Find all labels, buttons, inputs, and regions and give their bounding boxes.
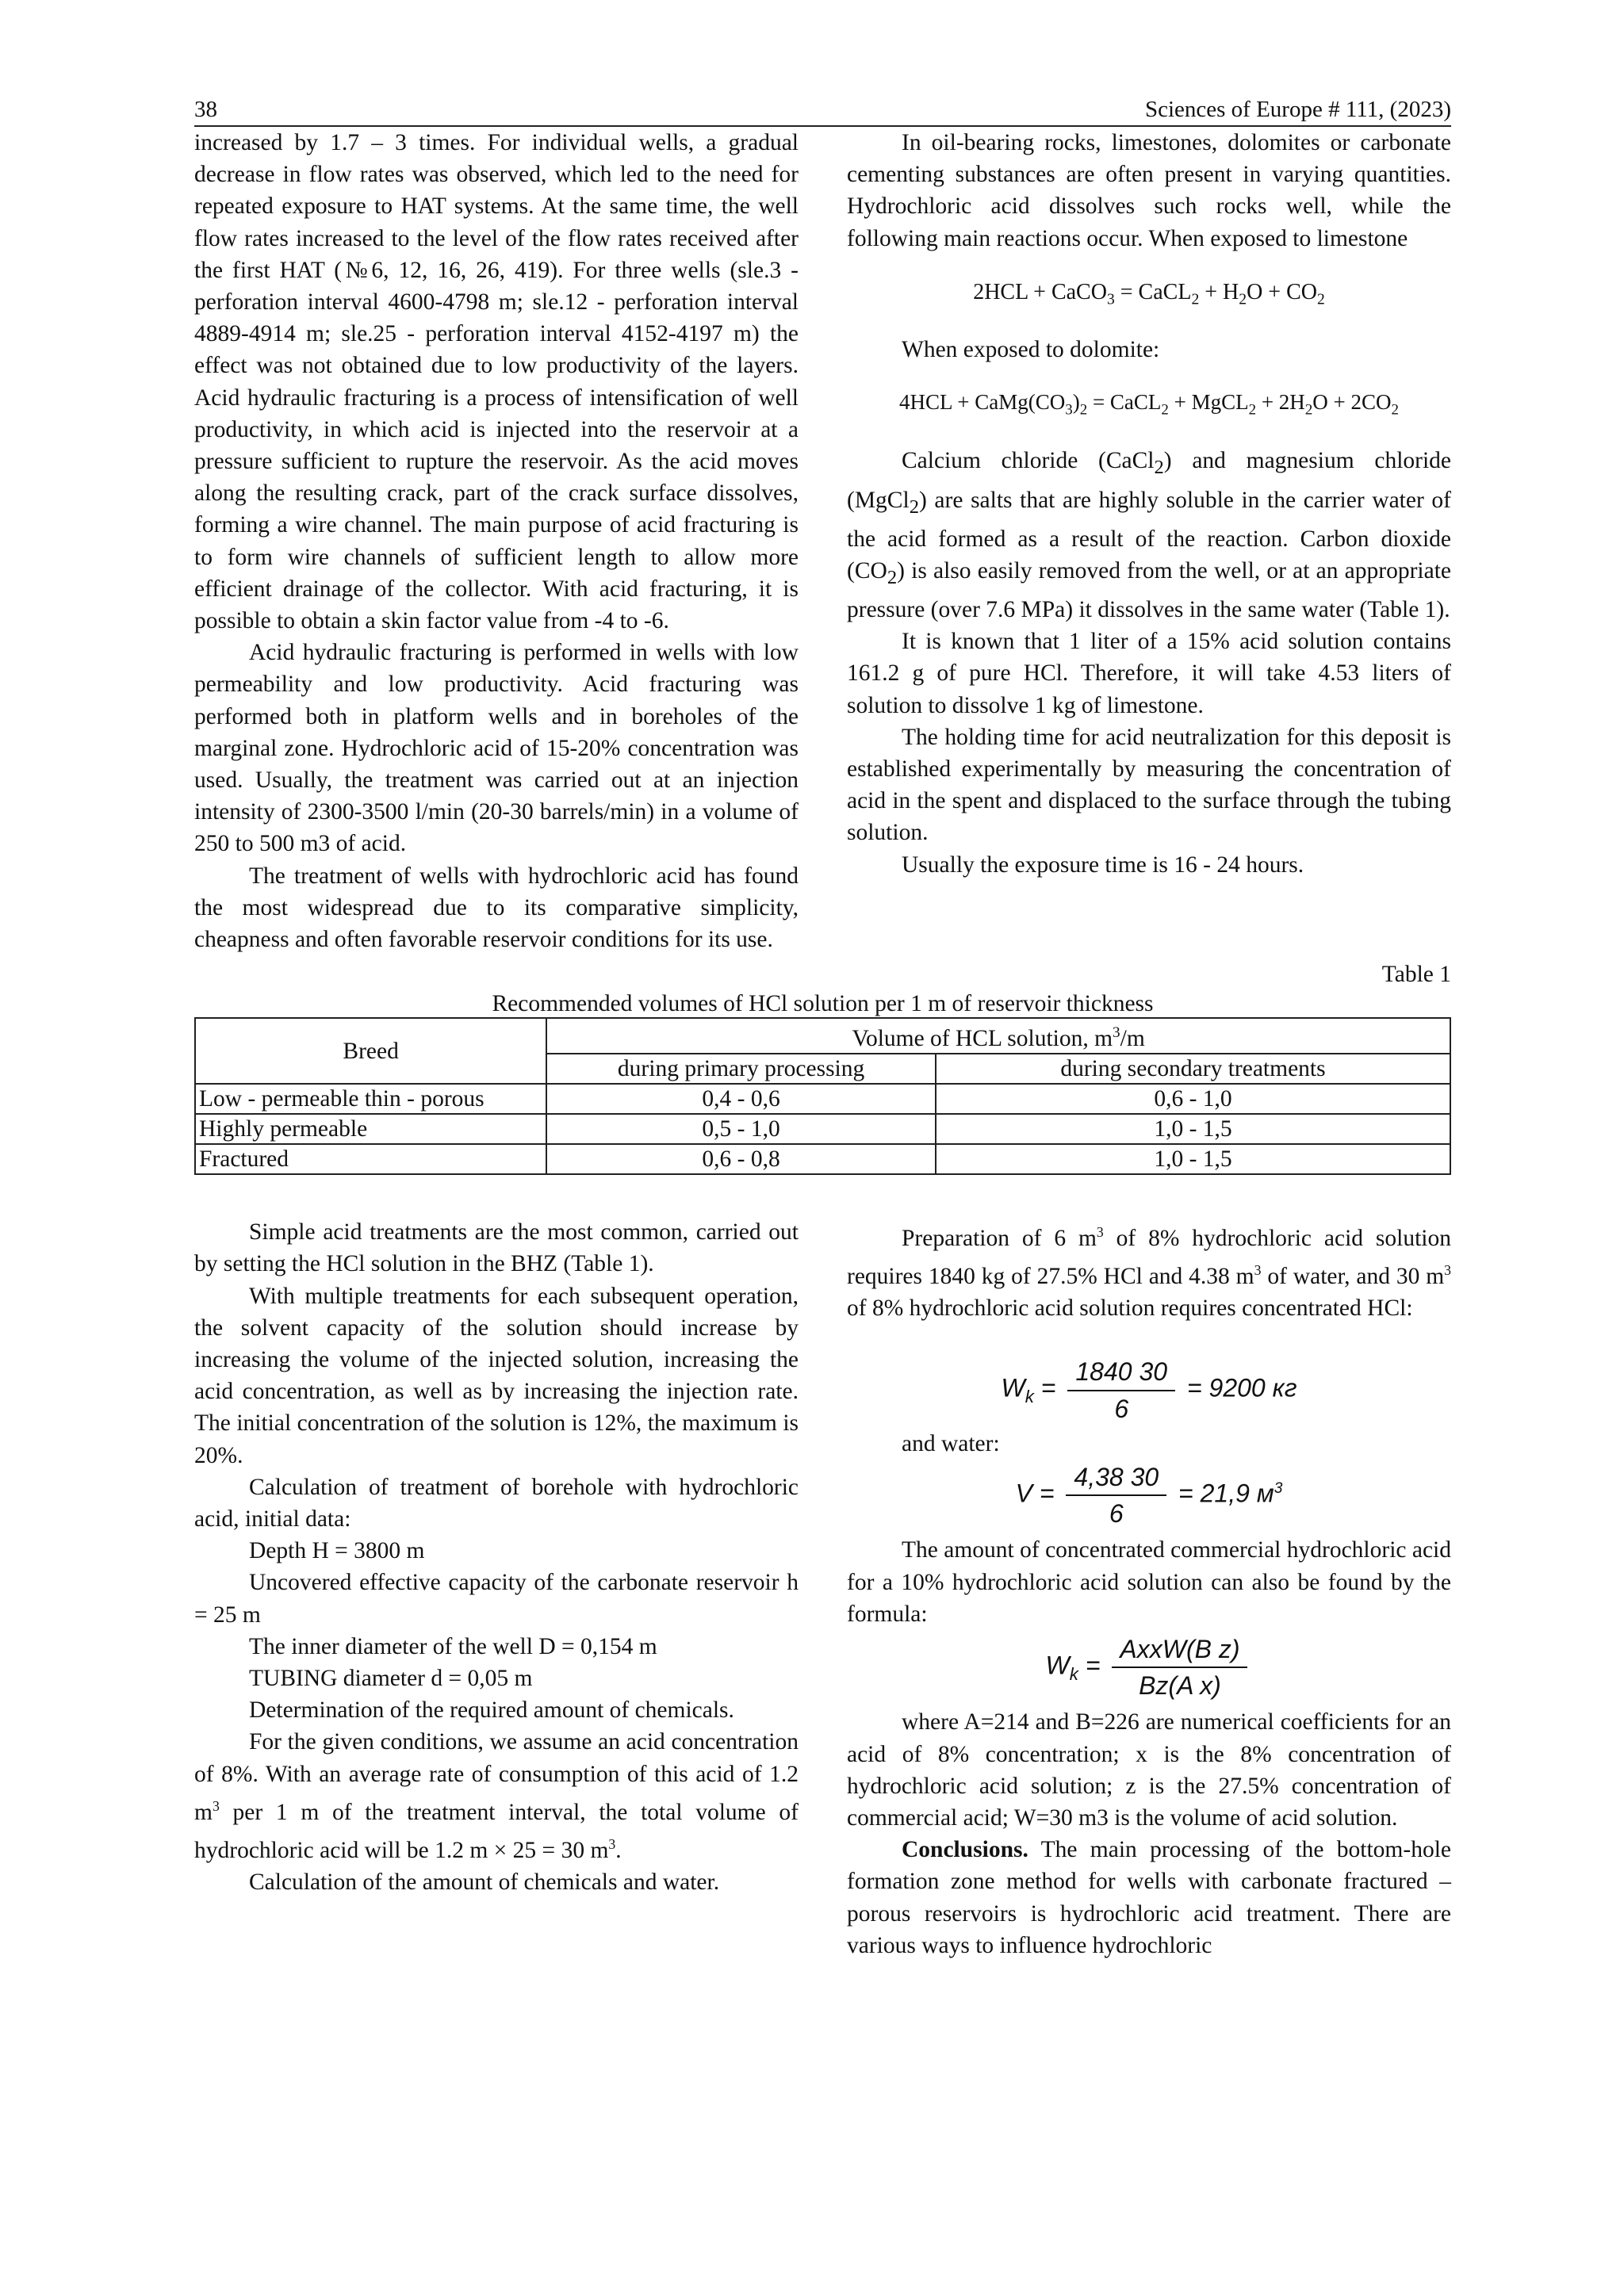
paragraph: where A=214 and B=226 are numerical coefficients for an acid of 8% concentration; x is the 8% concentration of hydrochloric acid solution; z is the 27.5% concentration of commercial acid; W=30 m3 is the volume of acid solution. (847, 1709, 1451, 1831)
header-primary: during primary processing (546, 1054, 936, 1084)
formula-wk-general: $W_k$ = $\frac{\text{AxxW(B z)}}{\text{Bz(A x)}}$ (847, 1633, 1451, 1701)
paragraph: When exposed to dolomite: (902, 336, 1160, 362)
paragraph: TUBING diameter d = 0,05 m (249, 1665, 533, 1691)
table-row: Fractured 0,6 - 0,8 1,0 - 1,5 (195, 1144, 1450, 1174)
header-breed: Breed (195, 1018, 546, 1084)
equation-limestone: 2HCL + CaCO$_3$ = CaCL$_2$ + $H_2O + CO_2$ (973, 279, 1325, 308)
paragraph: Preparation of 6 $m^3$ of 8% hydrochloric acid solution requires 1840 kg of 27.5% HCl and 4.38 $m^3$ of water, and 30 $m^3$ of 8% hydrochloric acid solution requires concentrated HCl: (847, 1224, 1451, 1322)
paragraph: The holding time for acid neutralization for this deposit is established experimentally by measuring the concentration of acid in the spent and displaced to the surface through the tubing solution. (847, 724, 1451, 846)
paragraph: Calculation of the amount of chemicals and water. (249, 1869, 720, 1895)
equation-dolomite: $4HCL + CaMg(CO_3)_2$ = CaCL$_2$ + MgCL$_2$ + $2H_2O + 2CO_2$ (899, 389, 1399, 419)
top-right-column (847, 127, 1451, 955)
formula-wk: $W_k$ = $\frac{1840 30}{6}$ = 9200 кг (1001, 1357, 1297, 1423)
paragraph: For the given conditions, we assume an acid concentration of 8%. With an average rate of consumption of this acid of 1.2 $m^3$ per 1 m of the treatment interval, the total volume of hydrochloric acid will be 1.2 m × 25 = 30 $m^3$. (194, 1729, 799, 1863)
paragraph: Depth H = 3800 m (249, 1538, 425, 1564)
page (194, 95, 1451, 1961)
header-secondary: during secondary treatments (936, 1054, 1450, 1084)
paragraph: Usually the exposure time is 16 - 24 hours. (902, 851, 1304, 878)
paragraph: and water: (902, 1430, 1000, 1456)
table-title: Recommended volumes of HCl solution per 1 m of reservoir thickness (492, 991, 1154, 1017)
hcl-volume-table (194, 1017, 1451, 1175)
top-columns (194, 127, 1451, 955)
formula-v: V = $\frac{4,38 30}{6}$ = 21,9 $м^3$ (1015, 1462, 1283, 1529)
paragraph: increased by 1.7 – 3 times. For individual wells, a gradual decrease in flow rates was observed, which led to the need for repeated exposure to HAT systems. At the same time, the well flow rates increased to the level of the flow rates received after the first HAT (№6, 12, 16, 26, 419). For three wells (sle.3 - perforation interval 4600-4798 m; sle.12 - perforation interval 4889-4914 m; sle.25 - perforation interval 4152-4197 m) the effect was not obtained due to low productivity of the layers. Acid hydraulic fracturing is a process of intensification of well productivity, in which acid is injected into the reservoir at a pressure sufficient to rupture the reservoir. As the acid moves along the resulting crack, part of the crack surface dissolves, forming a wire channel. The main purpose of acid fracturing is to form wire channels of sufficient length to allow more efficient drainage of the collector. With acid fracturing, it is possible to obtain a skin factor value from -4 to -6. (194, 130, 799, 634)
paragraph: Determination of the required amount of chemicals. (249, 1697, 734, 1724)
table-header-row (195, 1018, 1450, 1054)
paragraph: The inner diameter of the well D = 0,154 m (249, 1633, 657, 1659)
table-row: Highly permeable 0,5 - 1,0 1,0 - 1,5 (195, 1114, 1450, 1144)
paragraph: With multiple treatments for each subsequent operation, the solvent capacity of the solution should increase by increasing the volume of the injected solution, increasing the acid concentration, as well as by increasing the injection rate. The initial concentration of the solution is 12%, the maximum is 20%. (194, 1283, 799, 1468)
bottom-columns (194, 1216, 1451, 1961)
header-volume: Volume of HCL solution, $m^3/m$ (546, 1018, 1450, 1054)
paragraph: The amount of concentrated commercial hydrochloric acid for a 10% hydrochloric acid solution can also be found by the formula: (847, 1537, 1451, 1627)
journal-title: Sciences of Europe # 111, (2023) (1144, 97, 1451, 122)
paragraph: Simple acid treatments are the most common, carried out by setting the HCl solution in the BHZ (Table 1). (194, 1219, 799, 1277)
top-left-column (194, 127, 799, 955)
bottom-left-column (194, 1216, 799, 1961)
page-header (194, 95, 1451, 127)
page-number: 38 (194, 97, 217, 122)
paragraph: Calcium chloride (CaCl$_2$) and magnesium chloride (MgCl$_2$) are salts that are highly soluble in the carrier water of the acid formed as a result of the reaction. Carbon dioxide $(CO_2)$ is also easily removed from the well, or at an appropriate pressure (over 7.6 MPa) it dissolves in the same water (Table 1). (847, 448, 1452, 622)
paragraph: It is known that 1 liter of a 15% acid solution contains 161.2 g of pure HCl. Therefore, it will take 4.53 liters of solution to dissolve 1 kg of limestone. (847, 629, 1451, 718)
table-row: Low - permeable thin - porous 0,4 - 0,6 0,6 - 1,0 (195, 1084, 1450, 1114)
conclusions-paragraph: Conclusions. The main processing of the bottom-hole formation zone method for wells with carbonate fractured – porous reservoirs is hydrochloric acid treatment. There are various ways to influence hydrochloric (847, 1837, 1451, 1958)
bottom-right-column (847, 1216, 1451, 1961)
paragraph: Calculation of treatment of borehole with hydrochloric acid, initial data: (194, 1474, 799, 1532)
paragraph: Uncovered effective capacity of the carbonate reservoir h = 25 m (194, 1570, 799, 1628)
table-label: Table 1 (1381, 962, 1451, 988)
paragraph: Acid hydraulic fracturing is performed in wells with low permeability and low productivity. Acid fracturing was performed both in platform wells and in boreholes of the marginal zone. Hydrochloric acid of 15-20% concentration was used. Usually, the treatment was carried out at an injection intensity of 2300-3500 l/min (20-30 barrels/min) in a volume of 250 to 500 m3 of acid. (194, 640, 799, 857)
paragraph: The treatment of wells with hydrochloric acid has found the most widespread due to its comparative simplicity, cheapness and often favorable reservoir conditions for its use. (194, 863, 799, 953)
paragraph: In oil-bearing rocks, limestones, dolomites or carbonate cementing substances are often present in varying quantities. Hydrochloric acid dissolves such rocks well, while the following main reactions occur. When exposed to limestone (847, 130, 1451, 251)
